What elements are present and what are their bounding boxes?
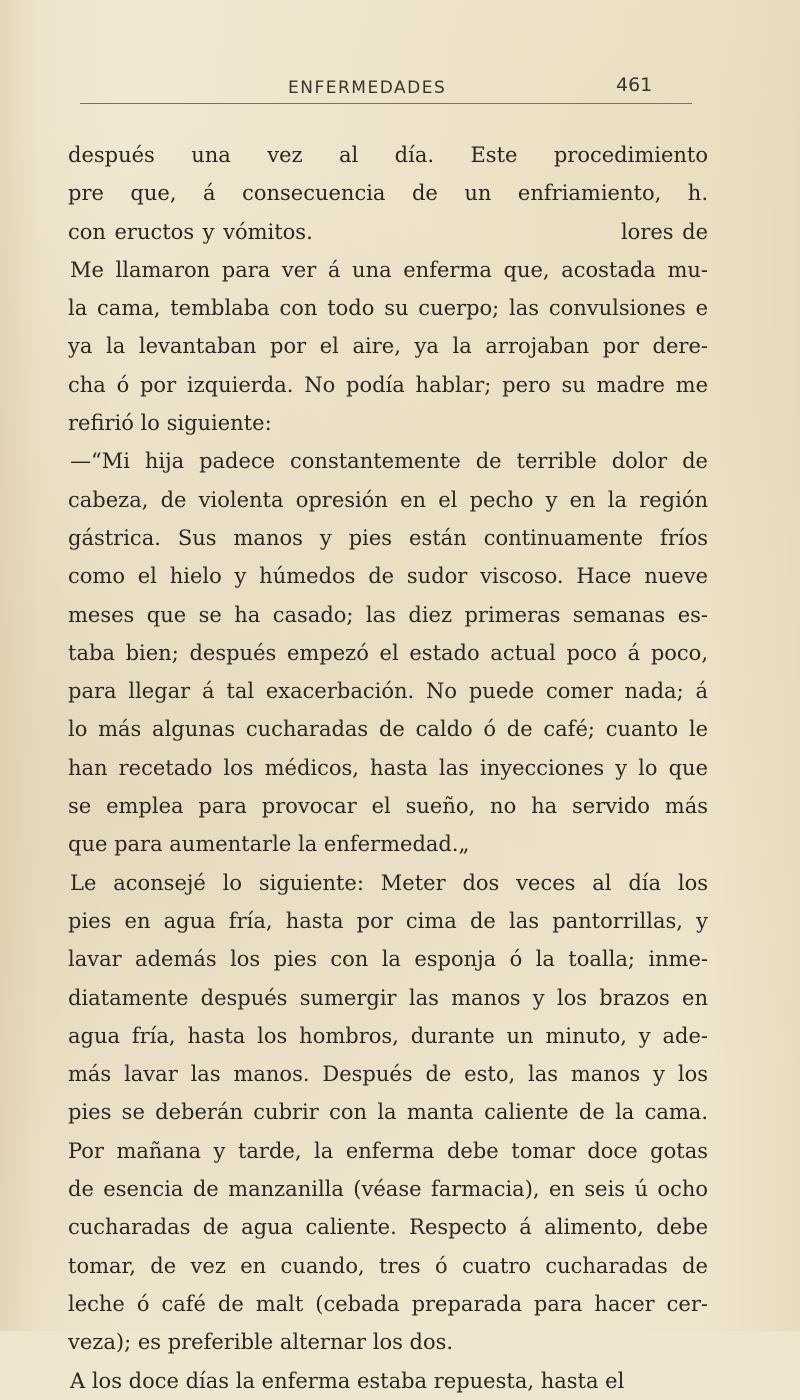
text-line: A los doce días la enferma estaba repuesta, hasta el (70, 1368, 625, 1393)
text-line: lo más algunas cucharadas de caldo ó de café; cuanto le (68, 717, 708, 742)
text-line: pre que, á consecuencia de un enfriamiento, h. (68, 181, 708, 206)
text-line: refirió lo siguiente: (68, 411, 272, 436)
text-line: tomar, de vez en cuando, tres ó cuatro cucharadas de (68, 1253, 708, 1278)
text-line: después una vez al día. Este procedimiento (68, 143, 708, 167)
page-header (80, 64, 700, 104)
header-rule (80, 103, 692, 104)
text-line: como el hielo y húmedos de sudor viscoso. Hace nueve (68, 564, 708, 589)
text-line: para llegar á tal exacerbación. No puede comer nada; á (68, 679, 708, 704)
text-line: agua fría, hasta los hombros, durante un minuto, y ade- (68, 1023, 708, 1048)
text-line: de esencia de manzanilla (véase farmacia), en seis ú ocho (68, 1177, 708, 1202)
text-line: Por mañana y tarde, la enferma debe tomar doce gotas (68, 1138, 708, 1163)
text-line: pies se deberán cubrir con la manta caliente de la cama. (68, 1100, 708, 1125)
text-line: cha ó por izquierda. No podía hablar; pero su madre me (68, 372, 708, 397)
body-text (68, 136, 708, 1400)
text-line: cabeza, de violenta opresión en el pecho y en la región (68, 487, 708, 512)
text-line: veza); es preferible alternar los dos. (68, 1330, 454, 1355)
text-line: la cama, temblaba con todo su cuerpo; las convulsiones e (68, 296, 708, 321)
page-number: 461 (616, 74, 653, 96)
text-line: meses que se ha casado; las diez primeras semanas es- (68, 602, 708, 627)
text-line: Me llamaron para ver á una enferma que, acostada mu- (70, 257, 708, 282)
text-line: cucharadas de agua caliente. Respecto á alimento, debe (68, 1215, 708, 1240)
text-line: que para aumentarle la enfermedad.„ (68, 832, 470, 857)
running-head: ENFERMEDADES (288, 78, 447, 98)
text-line: se emplea para provocar el sueño, no ha servido más (68, 794, 708, 819)
text-line: diatamente después sumergir las manos y los brazos en (68, 985, 708, 1010)
text-line: —“Mi hija padece constantemente de terrible dolor de (70, 449, 708, 474)
text-line: más lavar las manos. Después de esto, las manos y los (68, 1062, 708, 1087)
text-line: pies en agua fría, hasta por cima de las pantorrillas, y (68, 908, 708, 933)
text-line: ya la levantaban por el aire, ya la arrojaban por dere- (68, 334, 708, 359)
text-line: con eructos y vómitos. lores de (68, 219, 708, 244)
text-line: Le aconsejé lo siguiente: Meter dos veces al día los (70, 870, 708, 895)
text-line: han recetado los médicos, hasta las inyecciones y lo que (68, 755, 708, 780)
text-line: lavar además los pies con la esponja ó la toalla; inme- (68, 947, 708, 972)
text-line: gástrica. Sus manos y pies están continuamente fríos (68, 525, 708, 550)
text-line: leche ó café de malt (cebada preparada para hacer cer- (68, 1291, 708, 1316)
text-line: taba bien; después empezó el estado actual poco á poco, (68, 640, 708, 665)
